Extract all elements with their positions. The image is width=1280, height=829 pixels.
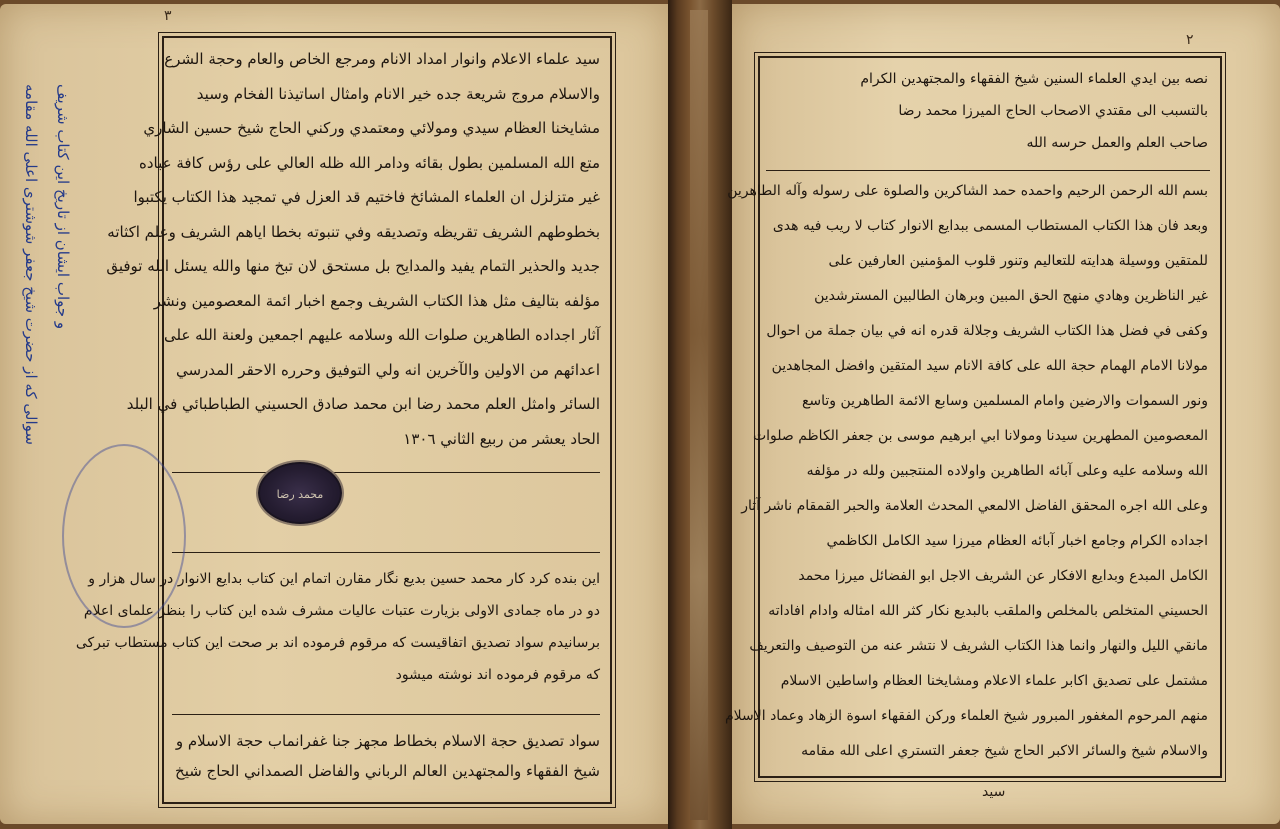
text-line: وعلى الله اجره المحقق الفاضل الالمعي المحدث العلامة والحبر القمقام ناشر آثار — [741, 498, 1208, 514]
text-line: متع الله المسلمين بطول بقائه ودامر الله ظله العالي على رؤس كافة عباده — [139, 153, 600, 172]
text-line: مشتمل على تصديق اكابر علماء الاعلام ومشايخنا العظام واساطين الاسلام — [780, 673, 1208, 689]
text-line: منهم المرحوم المغفور المبرور شيخ العلماء وركن الفقهاء اسوة الزهاد وعماد الاسلام — [725, 708, 1208, 724]
text-line: وكفى في فضل هذا الكتاب الشريف وجلالة قدره انه في بيان جملة من احوال — [766, 323, 1208, 339]
text-line: للمتقين ووسيلة هدايته للتعاليم وتنور قلوب المؤمنين العارفين على — [828, 253, 1208, 269]
text-line: وبعد فان هذا الكتاب المستطاب المسمى ببدايع الانوار كتاب لا ريب فيه هدى — [772, 218, 1208, 234]
text-line: غير الناظرين وهادي منهج الحق المبين وبرهان الطالبين المسترشدين — [814, 288, 1208, 304]
text-line: المعصومين المطهرين سيدنا ومولانا ابي ابرهيم موسى بن جعفر الكاظم صلوات — [752, 428, 1208, 444]
catchword: سيد — [982, 784, 1006, 800]
text-line: بخطوطهم الشريف تقريظه وتصديقه وفي تنبوته بخطا اياهم الشريف وعلم اكثاته — [107, 222, 600, 241]
text-line: غير متزلزل ان العلماء المشائخ فاختيم قد العزل في تمجيد هذا الكتاب يكتبوا — [133, 188, 600, 206]
text-line: دو در ماه جمادی الاولی بزیارت عتبات عالیات مشرف شده این کتاب را بنظر علمای اعلام — [83, 603, 600, 619]
left-page — [0, 4, 668, 824]
text-line: والاسلام مروج شريعة جده خير الانام وامثال اساتيذنا الفخام وسيد — [196, 84, 600, 103]
text-line: سواد تصديق حجة الاسلام بخطاط مجهز جنا غفرانماب حجة الاسلام و — [175, 732, 600, 750]
text-line: نصه بين ايدي العلماء السنين شيخ الفقهاء والمجتهدين الكرام — [860, 71, 1208, 87]
book-spine — [668, 0, 732, 829]
text-line: اجداده الكرام وجامع اخبار آبائه العظام ميرزا سيد الكامل الكاظمي — [826, 533, 1208, 549]
text-line: السائر وامثل العلم محمد رضا ابن محمد صادق الحسيني الطباطبائي في البلد — [126, 395, 600, 413]
right-page — [725, 4, 1280, 824]
right-page-number: ٢ — [1186, 32, 1194, 48]
seal-text: محمد رضا — [276, 488, 324, 501]
faded-stamp — [62, 444, 186, 628]
margin-note: سوالی که از حضرت شیخ جعفر شوشتری اعلی الله مقامه — [22, 84, 40, 445]
divider — [172, 552, 600, 553]
text-line: برسانیدم سواد تصدیق اتفاقیست که مرقوم فرموده اند بر صحت این کتاب مستطاب تبرکی — [75, 635, 600, 651]
text-line: سيد علماء الاعلام وانوار امداد الانام ومرجع الخاص والعام وحجة الشرع — [164, 50, 600, 68]
left-page-number: ٣ — [164, 8, 172, 24]
text-line: ونور السموات والارضين وامام المسلمين وسابع الائمة الطاهرين وتاسع — [801, 393, 1208, 409]
text-line: الكامل المبدع وبدايع الافكار عن الشريف الاجل ابو الفضائل ميرزا محمد — [798, 568, 1208, 584]
text-line: والاسلام شيخ والسائر الاكبر الحاج شيخ جعفر التستري اعلى الله مقامه — [801, 743, 1208, 759]
text-line: مشايخنا العظام سيدي ومولائي ومعتمدي وركني الحاج شيخ حسين الشاري — [143, 119, 600, 137]
divider — [172, 714, 600, 715]
text-line: مولانا الامام الهمام حجة الله على كافة الانام سيد المتقين وافضل المجاهدين — [771, 358, 1208, 374]
text-line: جديد والحذير التمام يفيد والمدايح بل مستحق لان تبخ منها والله يسئل الله توفيق — [106, 257, 600, 275]
text-line: که مرقوم فرموده اند نوشته میشود — [395, 667, 600, 683]
ink-seal — [258, 462, 342, 524]
text-line: آثار اجداده الطاهرين صلوات الله وسلامه عليهم اجمعين ولعنة الله على — [164, 326, 600, 344]
text-line: اعدائهم من الاولين والآخرين انه ولي التوفيق وحرره الاحقر المدرسي — [175, 360, 600, 379]
text-line: این بنده کرد کار محمد حسین بدیع نگار مقارن اتمام این کتاب بدایع الانوار در سال هزار و — [88, 571, 600, 587]
text-line: صاحب العلم والعمل حرسه الله — [1026, 135, 1208, 151]
margin-note: و جواب ایشان از تاریخ این کتاب شریف — [54, 84, 72, 330]
text-line: بالتسبب الى مقتدي الاصحاب الحاج الميرزا محمد رضا — [898, 103, 1208, 119]
text-line: شيخ الفقهاء والمجتهدين العالم الرباني والفاضل الصمداني الحاج شيخ — [175, 762, 600, 780]
text-line: مانقي الليل والنهار وانما هذا الكتاب الشريف لا نتشر عنه من التوصيف والتعريف — [749, 638, 1208, 654]
text-line: الله وسلامه عليه وعلى آبائه الطاهرين واولاده المنتجبين ولله در مؤلفه — [806, 463, 1208, 479]
header-divider — [766, 170, 1210, 171]
text-line: الحاد يعشر من ربيع الثاني ١٣٠٦ — [403, 429, 600, 448]
text-line: مؤلفه بتاليف مثل هذا الكتاب الشريف وجمع اخبار ائمة المعصومين ونشر — [153, 291, 600, 310]
text-line: الحسيني المتخلص بالمخلص والملقب بالبديع نكار كثر الله امثاله وادام افاداته — [768, 603, 1208, 619]
text-line: بسم الله الرحمن الرحيم واحمده حمد الشاكرين والصلوة على رسوله وآله الطاهرين — [727, 183, 1208, 199]
divider — [172, 472, 600, 473]
